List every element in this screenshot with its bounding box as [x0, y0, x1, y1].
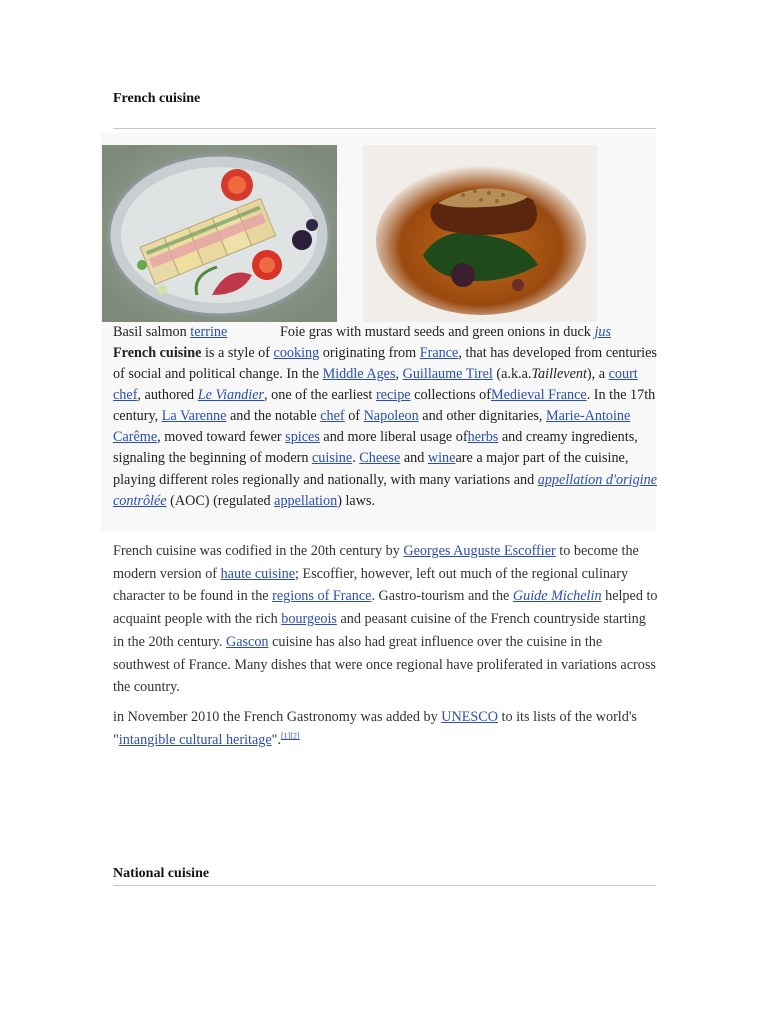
link-cheese[interactable]: Cheese — [359, 450, 401, 467]
text: , authored — [137, 387, 198, 404]
text: of — [344, 408, 364, 425]
link-cuisine[interactable]: cuisine — [312, 450, 353, 467]
unesco-paragraph — [113, 706, 658, 751]
text: . Gastro-tourism and the — [371, 588, 513, 605]
text: ), a — [586, 366, 609, 383]
bold-term: French cuisine — [113, 345, 202, 361]
link-bourgeois[interactable]: bourgeois — [281, 611, 337, 628]
text: and other dignitaries, — [418, 408, 546, 425]
link-medieval-france[interactable]: Medieval France — [490, 387, 587, 404]
page-title: French cuisine — [113, 91, 201, 106]
text: and more liberal usage of — [319, 429, 468, 446]
link-regions-of-france[interactable]: regions of France — [272, 588, 372, 605]
text: (AOC) (regulated — [166, 492, 275, 509]
link-escoffier[interactable]: Georges Auguste Escoffier — [403, 543, 556, 559]
link-wine[interactable]: wine — [427, 450, 456, 467]
link-le-viandier[interactable]: Le Viandier — [197, 387, 265, 404]
link-herbs[interactable]: herbs — [467, 429, 499, 446]
text: helped to acquaint people with the rich — [113, 588, 658, 628]
text: French cuisine was codified in the 20th century by — [113, 543, 404, 559]
text: to its lists of the world's " — [113, 709, 637, 748]
link-chef-2[interactable]: chef — [320, 408, 345, 425]
link-careme[interactable]: Marie-Antoine Carême — [113, 408, 631, 446]
link-court[interactable]: court — [608, 366, 638, 383]
link-aoc[interactable]: appellation d'origine contrôlée — [113, 471, 658, 509]
link-jus[interactable]: jus — [594, 324, 611, 340]
text: , one of the earliest — [264, 387, 376, 404]
text: are a major part of the cuisine, playing different roles regionally and nationally, with many variations and — [113, 450, 629, 488]
link-guillaume-tirel[interactable]: Guillaume Tirel — [402, 366, 493, 383]
link-guide-michelin[interactable]: Guide Michelin — [512, 588, 602, 605]
link-spices[interactable]: spices — [285, 429, 320, 446]
text: and — [400, 450, 428, 467]
reference-links[interactable]: [1][2] — [281, 730, 300, 740]
basil-salmon-terrine-photo — [102, 145, 337, 322]
text: and the notable — [226, 408, 321, 425]
text: and peasant cuisine of the French countryside starting in the 20th century. — [113, 611, 646, 650]
link-gascon[interactable]: Gascon — [225, 633, 269, 650]
link-middle-ages[interactable]: Middle Ages — [322, 366, 396, 383]
intro-paragraph — [113, 343, 658, 512]
text: to become the modern version of — [113, 543, 639, 582]
text: ". — [271, 731, 281, 748]
text: is a style of — [201, 345, 274, 361]
text: , — [395, 366, 403, 383]
text: ; Escoffier, however, left out much of the regional culinary character to be found in the — [113, 565, 629, 605]
escoffier-paragraph — [113, 540, 658, 699]
link-intangible-heritage[interactable]: intangible cultural heritage — [118, 731, 272, 748]
link-haute-cuisine[interactable]: haute cuisine — [220, 565, 296, 582]
image-caption-terrine — [113, 322, 227, 343]
section-heading-national-cuisine: National cuisine — [113, 866, 210, 881]
image-caption-foie-gras — [280, 322, 611, 343]
text: . — [352, 450, 360, 467]
text: ) laws. — [337, 492, 376, 509]
link-terrine[interactable]: terrine — [190, 324, 228, 340]
caption-text: Foie gras with mustard seeds and green onions in duck — [280, 324, 595, 340]
foie-gras-photo — [363, 145, 597, 322]
text: . In the 17th century, — [113, 387, 656, 425]
link-unesco[interactable]: UNESCO — [441, 709, 498, 725]
text: originating from — [319, 345, 420, 361]
title-divider — [113, 128, 656, 129]
text: (a.k.a. — [492, 366, 532, 383]
link-appellation[interactable]: appellation — [274, 492, 338, 509]
link-napoleon[interactable]: Napoleon — [363, 408, 419, 425]
text: and creamy ingredients, signaling the beginning of modern — [113, 429, 638, 467]
link-cooking[interactable]: cooking — [273, 345, 320, 361]
section-divider — [113, 885, 656, 886]
text: collections of — [410, 387, 491, 404]
link-chef[interactable]: chef — [113, 387, 138, 404]
text: , that has developed from centuries of social and political change. In the — [113, 345, 657, 383]
link-france[interactable]: France — [419, 345, 459, 361]
text: in November 2010 the French Gastronomy was added by — [113, 709, 442, 725]
caption-text: Basil salmon — [113, 324, 191, 340]
link-la-varenne[interactable]: La Varenne — [161, 408, 227, 425]
link-recipe[interactable]: recipe — [375, 387, 411, 404]
text: , moved toward fewer — [157, 429, 286, 446]
italic-taillevent: Taillevent — [531, 366, 587, 383]
text: cuisine has also had great influence over the cuisine in the southwest of France. Many dishes that were once regional have proliferated in variations across the country. — [113, 633, 656, 696]
